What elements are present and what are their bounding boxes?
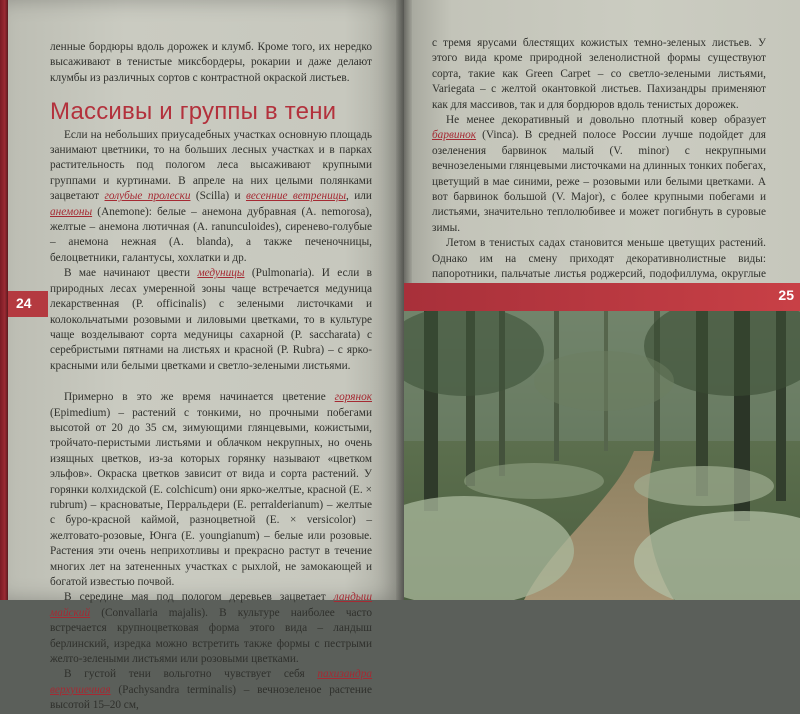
text-run: (Vinca). В средней полосе России лучше подойдет для озеленения барвинок малый (V. minor) с некрупными вечнозелеными глянцевыми листочками на длинных тонких побегах, цветущий в мае синими, реже – розовыми или белыми цветками. А вот барвинок большой (V. Major), с более крупными побегами и листьями, значительно теплолюбивее и может погибнуть в суровые зимы. bbox=[432, 129, 766, 234]
highlight-term: анемоны bbox=[50, 205, 93, 218]
text-run: Примерно в это же время начинается цветение bbox=[64, 391, 335, 404]
text-run: Не менее декоративный и довольно плотный ковер образует bbox=[446, 114, 766, 127]
paragraph-pulmonaria bbox=[50, 266, 372, 374]
text-run: , или bbox=[346, 190, 372, 203]
paragraph-scilla bbox=[50, 128, 372, 267]
intro-paragraph: ленные бордюры вдоль дорожек и клумб. Кроме того, их нередко высаживают в тенистые миксбордеры, рокарии и даже делают клумбы из различных сортов с контрастной окраской листьев. bbox=[50, 41, 372, 84]
text-run: В середине мая под пологом деревьев зацветает bbox=[64, 591, 334, 604]
text-run: (Convallaria majalis). В культуре наиболее часто встречается крупноцветковая форма этого вида – ландыш берлинский, изредка можно встретить также формы с пестрыми желто-зелеными листьями или розовыми цветками. bbox=[50, 606, 372, 666]
right-page-number-band bbox=[404, 283, 800, 311]
highlight-term: медуницы bbox=[197, 267, 245, 280]
cover-edge bbox=[0, 0, 8, 600]
text-run: (Pachysandra terminalis) – вечнозеленое растение высотой 15–20 см, bbox=[50, 683, 372, 712]
highlight-term: ландыш майский bbox=[50, 591, 372, 619]
text-run: (Anemone): белые – анемона дубравная (A. nemorosa), желтые – анемона лютичная (A. ranunculoides), сиренево-голубые – анемона нежная (A. blanda), а также печеночницы, белоцветники, галантусы, хохлатки и др. bbox=[50, 205, 372, 264]
left-page-number: 24 bbox=[16, 295, 32, 311]
highlight-term: голубые пролески bbox=[104, 190, 191, 203]
text-run: (Scilla) и bbox=[190, 190, 246, 203]
paragraph-summer: Летом в тенистых садах становится меньше цветущих растений. Однако им на смену приходят декоративнолистные виды: папоротники, пальчатые листья роджерсий, подофиллума, округлые bbox=[432, 237, 766, 281]
highlight-term: весенние ветреницы bbox=[245, 190, 347, 203]
left-page-number-band bbox=[8, 291, 48, 317]
left-page-text bbox=[50, 40, 372, 714]
paragraph-vinca bbox=[432, 113, 766, 236]
text-run: В густой тени вольготно чувствует себя bbox=[64, 668, 318, 681]
text-run: В мае начинают цвести bbox=[64, 267, 198, 280]
text-run: Если на небольших приусадебных участках основную площадь занимают цветники, то на больших лесных участках и в парках растительность под пологом леса высаживают крупными группами и куртинами. В апреле на них целыми полянками зацветают bbox=[50, 128, 372, 203]
paragraph-pachysandra-cont: с тремя ярусами блестящих кожистых темно-зеленых листьев. У этого вида кроме природной зеленолистной формы существуют сорта, такие как Green Carpet – со светло-зелеными листьями, Variegata – с желтой окантовкой листьев. Пахизандры применяют как для массивов, так и для бордюров вдоль тенистых дорожек. bbox=[432, 37, 766, 111]
paragraph-convallaria bbox=[50, 590, 372, 667]
highlight-term: горянок bbox=[334, 391, 372, 404]
forest-photo-illustration bbox=[404, 311, 800, 600]
section-heading: Массивы и группы в тени bbox=[50, 98, 337, 126]
text-run: (Pulmonaria). И если в природных лесах умеренной зоны чаще встречается медуница лекарственная (P. officinalis) с зелеными листочками и колокольчатыми розовыми и лиловыми цветками, то в культуре чаще возделывают сорта медуницы сахарной (P. saccharata) с серебристыми пятнами на листьях и красной (P. Rubra) – с ярко-красными или белыми цветками и светло-зелеными листьями. bbox=[50, 267, 372, 372]
right-page-number: 25 bbox=[778, 287, 794, 303]
paragraph-epimedium bbox=[50, 390, 372, 590]
paragraph-pachysandra bbox=[50, 667, 372, 713]
text-run: (Epimedium) – растений с тонкими, но прочными побегами высотой от 20 до 35 см, зимующими глянцевыми, кожистыми, тройчато-перистыми листьями и облачком некрупных, но очень изящных цветков, из-за которых горянку называют «цветком эльфов». Окраска цветков зависит от вида и сорта растений. У горянки колхидской (E. colchicum) они ярко-желтые, красной (E. × rubrum) – красноватые, Перральдери (E. perralderianum) – желтые с буро-красной каймой, разноцветной (E. × versicolor) – желтовато-розовые, Юнга (E. youngianum) – белые или розовые. Растения эти очень неприхотливы и прекрасно растут в течение многих лет на затененных участках с рыхлой, не замокающей и богатой известью почвой. bbox=[50, 406, 372, 588]
highlight-term: барвинок bbox=[432, 129, 477, 142]
forest-path-photo bbox=[404, 311, 800, 600]
highlight-term: пахизандра верхушечная bbox=[50, 668, 372, 696]
